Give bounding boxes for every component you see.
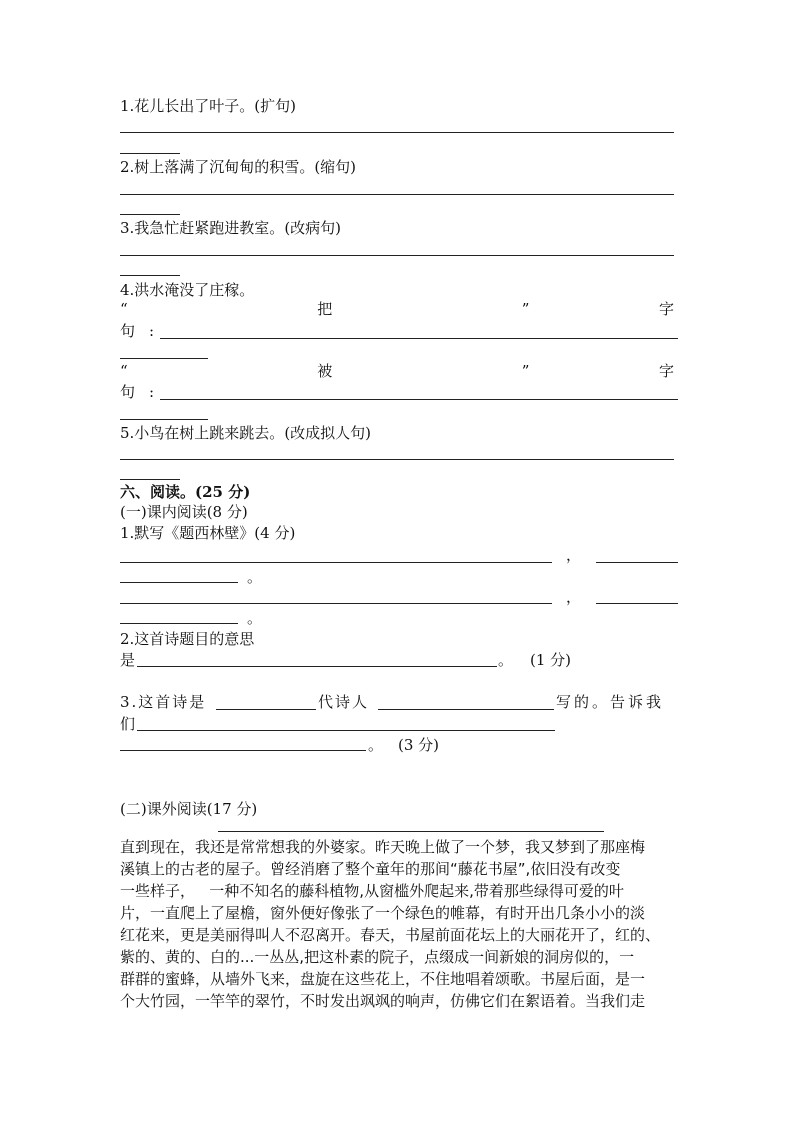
answer-line-5a[interactable] [120,459,674,460]
ba-ju [120,321,154,341]
poem-period-2: 。 [247,609,263,627]
bei-close-quote: ” [521,362,530,380]
q3-score: (3 分) [398,736,440,754]
poem-line-3b[interactable] [596,603,678,604]
ba-sentence-label [120,299,674,319]
answer-line-2b[interactable] [120,214,180,215]
ba-ju-char: 句 [120,322,136,340]
passage-line: 紫的、黄的、白的...一丛丛,把这朴素的院子，点缀成一间新娘的洞房似的，一 [120,948,635,966]
answer-line-3a[interactable] [120,255,674,256]
q3-part-c: 写的。告诉我 [556,693,665,711]
q3-period: 。 [368,736,384,754]
q3-dynasty-line[interactable] [216,709,316,710]
passage-line: 个大竹园，一竿竿的翠竹，不时发出飒飒的响声，仿佛它们在絮语着。当我们走 [120,992,646,1010]
passage-line: 红花来，更是美丽得叫人不忍离开。春天，书屋前面花坛上的大丽花开了，红的、 [120,926,661,944]
bei-ju-char: 句 [120,383,136,401]
answer-line-3b[interactable] [120,275,180,276]
poem-comma-2: ， [566,588,582,606]
answer-line-1b[interactable] [120,153,180,154]
bei-sentence-label [120,361,674,381]
answer-line-1a[interactable] [120,132,674,133]
q3-part-a: 3.这首诗是 [120,693,207,711]
ba-answer-line-a[interactable] [160,338,678,339]
ba-word: 把 [317,300,333,318]
q3-answer-line-a[interactable] [137,730,555,731]
poem-line-1b[interactable] [596,562,678,563]
poem-period-1: 。 [247,568,263,586]
passage-top-rule [218,831,604,832]
part2-title: (二)课外阅读(17 分) [120,800,258,818]
q2-shi: 是 [120,651,136,669]
question-4: 4.洪水淹没了庄稼。 [120,281,255,299]
q1-dictation: 1.默写《题西林壁》(4 分) [120,524,296,542]
bei-answer-line-a[interactable] [160,399,678,400]
q2-period: 。 [498,651,514,669]
question-2: 2.树上落满了沉甸甸的积雪。(缩句) [120,158,357,176]
q2-title: 2.这首诗题目的意思 [120,630,255,648]
question-1: 1.花儿长出了叶子。(扩句) [120,97,297,115]
passage-line: 群群的蜜蜂，从墙外飞来，盘旋在这些花上，不住地唱着颂歌。书屋后面，是一 [120,970,646,988]
passage-line: 溪镇上的古老的屋子。曾经消磨了整个童年的那间“藤花书屋”,依旧没有改变 [120,860,621,878]
reading-passage [120,836,676,1012]
poem-line-3a[interactable] [120,603,552,604]
passage-line: 一些样子， 一种不知名的藤科植物,从窗槛外爬起来,带着那些绿得可爱的叶 [120,882,624,900]
ba-zi: 字 [658,300,674,318]
answer-line-5b[interactable] [120,479,180,480]
ba-answer-line-b[interactable] [120,358,208,359]
q2-answer-line[interactable] [137,666,497,667]
part1-title: (一)课内阅读(8 分) [120,503,248,521]
question-3: 3.我急忙赶紧跑进教室。(改病句) [120,219,342,237]
question-5: 5.小鸟在树上跳来跳去。(改成拟人句) [120,424,372,442]
ba-open-quote: “ [120,300,128,318]
q3-men: 们 [120,715,136,733]
bei-word: 被 [317,362,333,380]
bei-answer-line-b[interactable] [120,419,208,420]
poem-line-4[interactable] [120,623,238,624]
q3-answer-line-b[interactable] [120,750,366,751]
bei-zi: 字 [658,362,674,380]
section6-title: 六、阅读。(25 分) [120,483,251,501]
q3-part-b: 代诗人 [318,693,370,711]
ba-close-quote: ” [521,300,530,318]
bei-colon: : [149,383,155,401]
q3-poet-line[interactable] [378,709,554,710]
poem-line-2[interactable] [120,582,238,583]
passage-line: 片，一直爬上了屋檐，窗外便好像张了一个绿色的帷幕，有时开出几条小小的淡 [120,904,646,922]
passage-line: 直到现在，我还是常常想我的外婆家。昨天晚上做了一个梦，我又梦到了那座梅 [120,838,646,856]
q2-score: (1 分) [530,651,572,669]
poem-comma-1: ， [566,546,582,564]
bei-open-quote: “ [120,362,128,380]
answer-line-2a[interactable] [120,194,674,195]
bei-ju [120,382,154,402]
ba-colon: : [149,322,155,340]
poem-line-1a[interactable] [120,562,552,563]
